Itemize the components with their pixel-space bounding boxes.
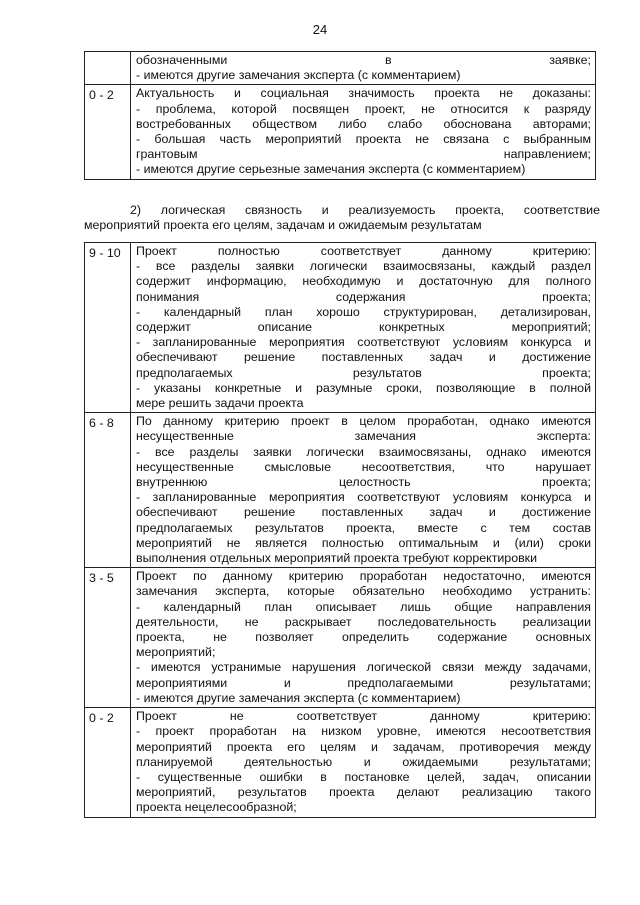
criteria-row <box>85 708 596 817</box>
description-line: выполнения отдельных мероприятий проекта требуют корректировки <box>136 551 538 566</box>
description-cell <box>131 85 596 179</box>
description-cell <box>131 413 596 568</box>
description-line: замечания эксперта, которые обязательно необходимо устранить: <box>136 584 591 599</box>
criteria-row <box>85 52 596 85</box>
description-cell <box>131 52 596 85</box>
score-cell: 6 - 8 <box>85 413 131 568</box>
description-line: - имеются другие серьезные замечания эксперта (с комментарием) <box>136 162 526 177</box>
description-line: проекта, не позволяет определить содержание основных <box>136 630 591 645</box>
score-cell: 9 - 10 <box>85 243 131 413</box>
description-line: несущественные замечания эксперта: <box>136 429 591 444</box>
description-line: мероприятий не является полностью оптимальным и (или) сроки <box>136 535 591 550</box>
score-cell: 0 - 2 <box>85 708 131 817</box>
section-heading-line-2: мероприятий проекта его целям, задачам и ожидаемым результатам <box>84 218 482 233</box>
criteria-table-body <box>85 243 596 818</box>
description-line: обеспечивают решение поставленных задач и достижение <box>136 505 591 520</box>
criteria-row <box>85 85 596 179</box>
description-line: - все разделы заявки логически взаимосвязаны, каждый раздел <box>136 259 591 274</box>
description-line: мере решить задачи проекта <box>136 396 304 411</box>
description-line: несущественные смысловые несоответствия, что нарушает <box>136 459 591 474</box>
description-line: - проблема, которой посвящен проект, не относится к разряду <box>136 101 591 116</box>
description-line: Актуальность и социальная значимость проекта не доказаны: <box>136 86 591 101</box>
description-line: - все разделы заявки логически взаимосвязаны, однако имеются <box>136 444 591 459</box>
description-line: - существенные ошибки в постановке целей, задач, описании <box>136 769 591 784</box>
description-line: Проект полностью соответствует данному критерию: <box>136 244 591 258</box>
criteria-table <box>84 242 596 818</box>
description-line: По данному критерию проект в целом проработан, однако имеются <box>136 414 591 429</box>
description-line: планируемой деятельностью и ожидаемыми результатами; <box>136 754 591 769</box>
description-line: Проект не соответствует данному критерию: <box>136 709 591 724</box>
description-line: - календарный план описывает лишь общие направления <box>136 599 591 614</box>
description-cell <box>131 243 596 413</box>
criteria-row <box>85 243 596 413</box>
description-cell <box>131 568 596 708</box>
description-line: содержит информацию, необходимую и достаточную для полного <box>136 274 591 289</box>
description-line: понимания содержания проекта; <box>136 289 591 304</box>
description-line: - указаны конкретные и разумные сроки, позволяющие в полной <box>136 380 591 395</box>
description-line: мероприятиями и предполагаемыми результатами; <box>136 675 591 690</box>
description-line: обеспечивают решение поставленных задач и достижение <box>136 350 591 365</box>
description-line: проекта нецелесообразной; <box>136 800 297 815</box>
criteria-row <box>85 413 596 568</box>
description-cell <box>131 708 596 817</box>
criteria-row <box>85 568 596 708</box>
description-line: деятельности, не раскрывает последовательность реализации <box>136 614 591 629</box>
description-line: мероприятий; <box>136 645 216 660</box>
description-line: - запланированные мероприятия соответствуют условиям конкурса и <box>136 335 591 350</box>
description-line: - календарный план хорошо структурирован, детализирован, <box>136 304 591 319</box>
description-line: внутреннюю целостность проекта; <box>136 475 591 490</box>
top-table-body <box>85 52 596 180</box>
description-line: мероприятий проекта его целям и задачам, противоречия между <box>136 739 591 754</box>
description-line: мероприятий, результатов проекта делают реализацию такого <box>136 785 591 800</box>
page-number: 24 <box>312 22 328 37</box>
score-cell <box>85 52 131 85</box>
score-cell: 0 - 2 <box>85 85 131 179</box>
description-line: - имеются другие замечания эксперта (с комментарием) <box>136 690 461 705</box>
section-heading <box>84 203 600 233</box>
description-line: содержит описание конкретных мероприятий; <box>136 320 591 335</box>
description-line: - большая часть мероприятий проекта не связана с выбранным <box>136 132 591 147</box>
description-line: грантовым направлением; <box>136 147 591 162</box>
section-heading-line-1: 2) логическая связность и реализуемость проекта, соответствие <box>130 203 600 217</box>
description-line: предполагаемых результатов проекта; <box>136 365 591 380</box>
description-line: Проект по данному критерию проработан недостаточно, имеются <box>136 569 591 584</box>
description-line: предполагаемых результатов проекта, вместе с тем состав <box>136 520 591 535</box>
description-line: - имеются устранимые нарушения логической связи между задачами, <box>136 660 591 675</box>
description-line: - имеются другие замечания эксперта (с комментарием) <box>136 68 461 83</box>
description-line: - запланированные мероприятия соответствуют условиям конкурса и <box>136 490 591 505</box>
score-cell: 3 - 5 <box>85 568 131 708</box>
top-criteria-table <box>84 51 596 180</box>
description-line: обозначенными в заявке; <box>136 53 591 67</box>
description-line: востребованных обществом либо слабо обоснована авторами; <box>136 116 591 131</box>
description-line: - проект проработан на низком уровне, имеются несоответствия <box>136 724 591 739</box>
